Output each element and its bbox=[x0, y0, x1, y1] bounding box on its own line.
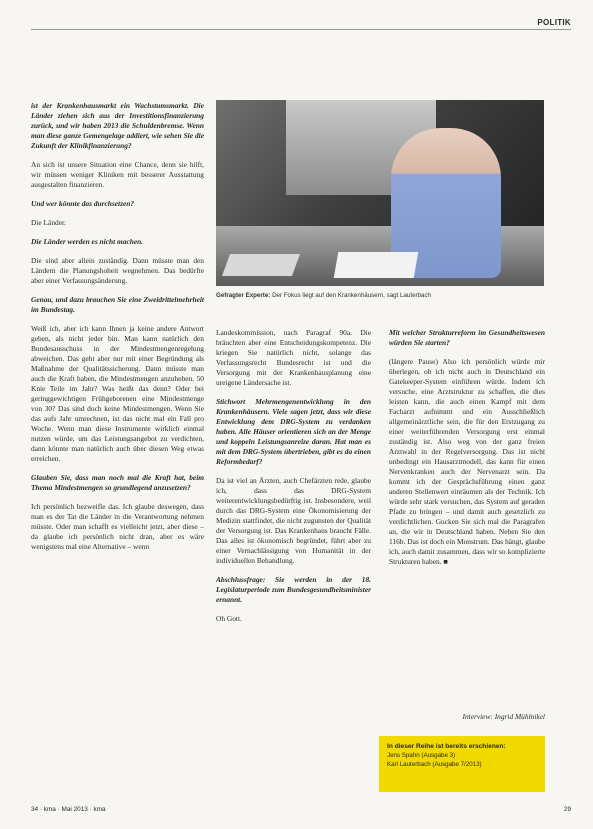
interview-answer: Die sind aber allein zuständig. Dann müsste man den Ländern die Planungshoheit wegnehmen. Das bedürfte aber einer Verfassungsänderung. bbox=[31, 256, 204, 285]
interview-answer: An sich ist unsere Situation eine Chance, denn sie hilft, wir müssen weniger Kliniken mit besserer Ausstattung ausgestalten finanzieren. bbox=[31, 160, 204, 189]
interview-question: Und wer könnte das durchsetzen? bbox=[31, 199, 135, 208]
page-number: 29 bbox=[563, 806, 571, 813]
photo-paper bbox=[334, 252, 419, 278]
interview-question: ist der Krankenhausmarkt ein Wachstumsmarkt. Die Länder ziehen sich aus der Investitionsfinanzierung zurück, und wir haben 2013 die Schuldenbremse. Wenn man diese ganze Gemengelage addiert, wie sehen Sie die Zukunft der Klinikfinanzierung? bbox=[31, 101, 204, 150]
interview-answer: Die Länder. bbox=[31, 218, 66, 227]
interview-answer: (längere Pause) Also ich persönlich würde mir überlegen, ob ich nicht auch in Deutschland ein Gatekeeper-System einführen würde. Indem ich versuche, eine Arztstruktur zu schaffen, die dies leisten kann, die auch einen Kampf mit dem Facharzt aufnimmt und ein Ausschließlich allgemeinärztliche sein, die für den Erstzugang zu einer weiterführenden Versorgung erst einmal zuständig ist. Also weg von der ganz freien Arztwahl in der Regelversorgung. Das ist nicht unbedingt ein Hausarztmodell, das kann für einen Nervenkranken auch der Nervenarzt sein. Da kommt ich der Gesprächsführung einen ganz anderen Stellenwert einräumen als der Technik. Ich würde sehr stark versuchen, das System auf geraden Pfade zu bringen – und damit auch gesetzlich zu verdichtlichen. Gucken Sie sich mal die Paragrafen an, die wir in Deutschland haben. Neben Sie den 116b. Das ist doch ein Monstrum. Das hängt, glaube ich, auch damit zusammen, dass wir so komplizierte Strukturen haben. ■ bbox=[389, 357, 545, 566]
interview-question: Stichwort Mehrmengenentwicklung in den Krankenhäusern. Viele sagen jetzt, dass wir diese Entwicklung dem DRG-System zu verdanken haben. Alle Häuser orientieren sich an der Menge und koppeln Leistungsanreize daran. Hat man es mit dem DRG-System übertrieben, gibt es da einen Reformbedarf? bbox=[216, 397, 371, 466]
interview-question: Mit welcher Strukturreform im Gesundheitswesen würden Sie starten? bbox=[389, 328, 545, 347]
series-info-line-2: Karl Lauterbach (Ausgabe 7/2013) bbox=[387, 761, 482, 768]
caption-label: Gefragter Experte: bbox=[216, 292, 271, 299]
series-info-title: In dieser Reihe ist bereits erschienen: bbox=[387, 743, 506, 750]
interview-answer: Ich persönlich bezweifle das. Ich glaube deswegen, dass man es der Tat die Länder in die Verantwortung nehmen müsste. Oder man schafft es vielleicht jetzt, aber diese – da glaube ich persönlich nicht dran, aber es wäre wenigstens mal eine Alternative – wenn bbox=[31, 502, 204, 551]
footer-issue: 34 · kma · Mai 2013 · kma bbox=[31, 806, 106, 813]
series-info-line-1: Jens Spahn (Ausgabe 3) bbox=[387, 752, 456, 759]
photo-keyboard bbox=[222, 254, 300, 276]
interview-question: Abschlussfrage: Sie werden in der 18. Legislaturperiode zum Bundesgesundheitsminister ernannt. bbox=[216, 575, 371, 604]
section-label: POLITIK bbox=[537, 18, 571, 27]
interview-answer: Weiß ich, aber ich kann Ihnen ja keine andere Antwort geben, als nicht jeder bin. Man kann natürlich den Bundesausschuss in der Mindestmengenregelung abweichen. Das geht aber nur mit einer Begründung als Maßnahme der Qualitätssicherung. Dann müsste man auch die Kraft haben, die Mindestmengen anzuheben. 50 Knie Teile im Jahr? Was heißt das denn? Oder bei geringgewichtigen Frühgeborenen eine Mindestmenge von 30? Das sind doch keine Mindestmengen. Wenn Sie das aufs Jahr umrechnen, ist das nicht mal ein Fall pro Woche. Wenn man diese Instrumente wirklich einmal nutzen würde, um das Leistungsangebot zu verdichten, dann könnte man natürlich auch über diesen Weg etwas erreichen. bbox=[31, 324, 204, 463]
section-divider bbox=[31, 29, 571, 30]
caption-text: Der Fokus liegt auf den Krankenhäusern, sagt Lauterbach bbox=[272, 292, 431, 299]
interview-signature: Interview: Ingrid Mühlnikel bbox=[462, 712, 545, 721]
interview-question: Glauben Sie, dass man noch mal die Kraft hat, beim Thema Mindestmengen so grundlegend anzusetzen? bbox=[31, 473, 204, 492]
interview-answer: Oh Gott. bbox=[216, 614, 242, 623]
article-column-2 bbox=[216, 328, 371, 633]
series-info-box bbox=[379, 736, 545, 792]
photo-caption bbox=[216, 292, 546, 300]
interview-photo bbox=[216, 100, 544, 286]
article-column-3 bbox=[389, 328, 545, 576]
article-column-1 bbox=[31, 101, 204, 561]
interview-question: Genau, und dazu brauchen Sie eine Zweidrittelmehrheit im Bundestag. bbox=[31, 295, 204, 314]
interview-answer: Da ist viel an Ärzten, auch Chefärzten rede, glaube ich, dass das DRG-System weiterentwicklungsbedürftig ist. Insbesondere, weil durch das DRG-System eine Ökonomisierung der Medizin stattfindet, die nicht zugunsten der Qualität der Versorgung ist. Das Krankenhaus braucht Fälle. Das alles ist ökonomisch begründet, führt aber zu einer Vernachlässigung von Humanität in der individuellen Behandlung. bbox=[216, 476, 371, 565]
interview-question: Die Länder werden es nicht machen. bbox=[31, 237, 144, 246]
interview-answer: Landeskommission, nach Paragraf 90a. Die bräuchten aber eine Entscheidungskompetenz. Die kriegen Sie natürlich nicht, solange das Verfassungsrecht Bundesrecht ist und die Versorgung mit der Krankenhausplanung eine ureigene Ländersache ist. bbox=[216, 328, 371, 387]
